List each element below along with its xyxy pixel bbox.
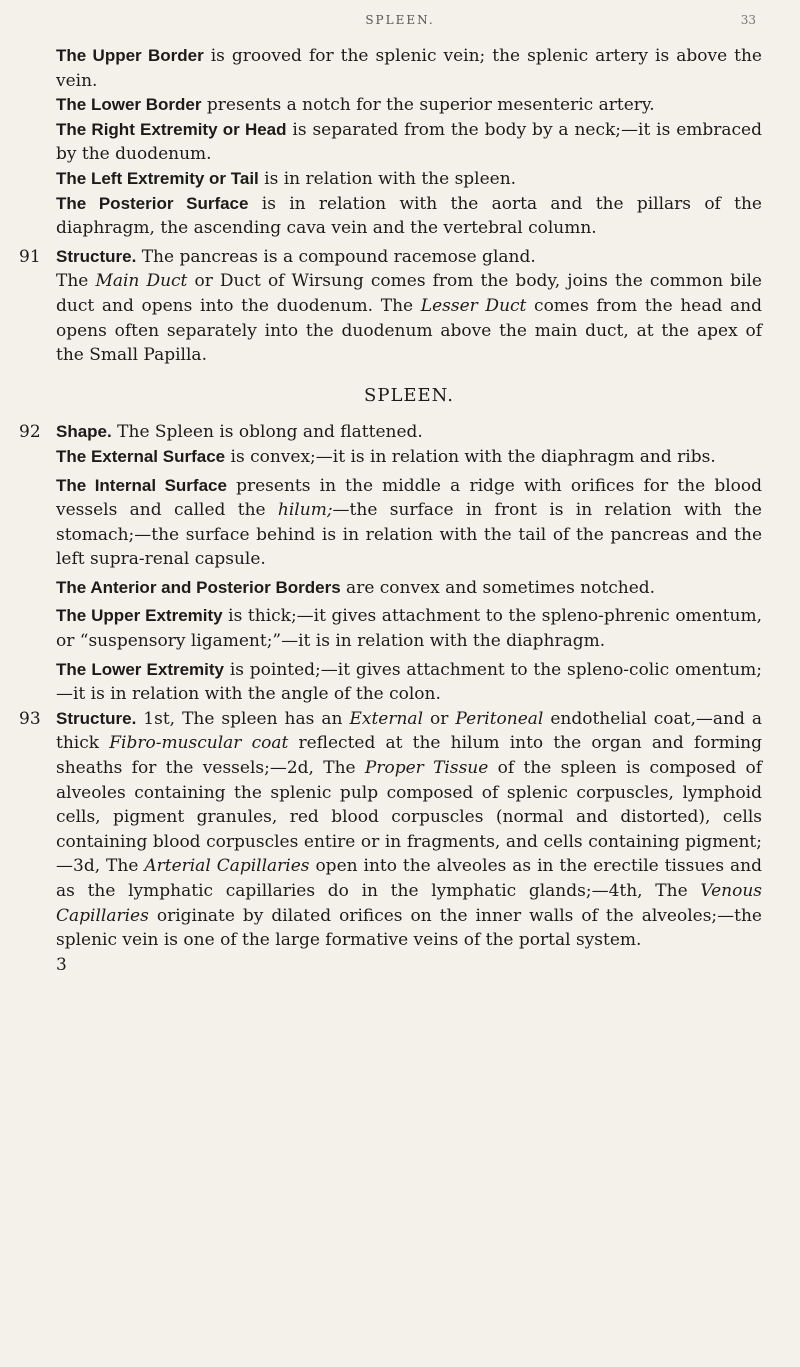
- definition: is in relation with the spleen.: [258, 168, 517, 189]
- running-title: SPLEEN.: [365, 13, 435, 27]
- definition: is convex;—it is in relation with the diaphragm and ribs.: [225, 446, 716, 467]
- text: open into the alveoles as in the erectile tissues and as the lymphatic capillaries do in the lymphatic glands;—4th, The: [56, 856, 762, 901]
- italic-term: External: [349, 708, 424, 729]
- text: or: [423, 708, 456, 729]
- term: The External Surface: [56, 446, 226, 466]
- text: comes from the head and opens often separately into the duodenum above the main duct, at the apex of the Small Papilla.: [56, 295, 762, 366]
- term: The Lower Extremity: [56, 659, 225, 679]
- term: Shape.: [56, 422, 112, 442]
- text: endothelial coat,—and a thick: [56, 708, 762, 754]
- term: The Internal Surface: [56, 475, 227, 495]
- italic-term: Arterial Capillaries: [144, 856, 310, 877]
- pancreas-tail: [56, 167, 762, 192]
- italic-term: Proper Tissue: [364, 758, 489, 779]
- term: The Left Extremity or Tail: [56, 168, 259, 188]
- text: originate by dilated orifices on the inner walls of the alveoles;—the splenic vein is one of the large formative veins of the portal system.: [56, 905, 762, 951]
- definition: is separated from the body by a neck;—it is embraced by the duodenum.: [56, 119, 762, 165]
- text: 1st, The spleen has an: [136, 708, 350, 729]
- term: The Right Extremity or Head: [56, 119, 287, 139]
- italic-term: hilum;: [277, 500, 333, 521]
- paragraph-93-text: [56, 707, 762, 953]
- term: Structure.: [56, 708, 137, 728]
- signature-mark: 3: [56, 954, 67, 975]
- definition: is thick;—it gives attachment to the spleno-phrenic omentum, or “suspensory ligament;”—it is in relation with the diaphragm.: [56, 606, 762, 652]
- text: of the spleen is composed of alveoles containing the splenic pulp composed of splenic corpuscles, lymphoid cells, pigment granules, red blood corpuscles (normal and distorted), cells containing blood corpuscles entire or in fragments, and cells containing pigment;—3d, The: [56, 758, 762, 877]
- pancreas-lower-border: [56, 93, 762, 118]
- term: The Upper Extremity: [56, 606, 223, 626]
- term: The Anterior and Posterior Borders: [56, 577, 341, 597]
- term: Structure.: [56, 246, 137, 266]
- paragraph-number: 91: [19, 246, 41, 267]
- definition: —the surface in front is in relation with the stomach;—the surface behind is in relation with the tail of the pancreas and the left supra-renal capsule.: [56, 500, 762, 570]
- page-number: 33: [740, 13, 756, 27]
- definition: are convex and sometimes notched.: [340, 577, 656, 598]
- definition: presents in the middle a ridge with orifices for the blood vessels and called the: [56, 475, 763, 521]
- paragraph-number: 92: [19, 422, 41, 443]
- text: reflected at the hilum into the organ and forming sheaths for the vessels;—2d, The: [56, 733, 763, 779]
- term: The Upper Border: [56, 46, 204, 65]
- paragraph-91: [19, 245, 762, 368]
- paragraph-91-ducts: [56, 269, 762, 367]
- definition: presents a notch for the superior mesenteric artery.: [201, 95, 655, 116]
- italic-term: Peritoneal: [455, 708, 544, 729]
- italic-term: Main Duct: [95, 271, 188, 292]
- paragraph-92: [19, 420, 763, 707]
- spleen-external-surface: [56, 445, 762, 470]
- body-text: [19, 44, 763, 977]
- text: or Duct of Wirsung comes from the body, joins the common bile duct and opens into the duodenum.: [56, 271, 762, 316]
- text: The: [373, 295, 421, 316]
- definition: is grooved for the splenic vein; the splenic artery is above the vein.: [56, 46, 762, 91]
- running-header: [0, 13, 800, 31]
- italic-term: Lesser Duct: [420, 295, 527, 316]
- text: The: [56, 271, 96, 292]
- spleen-borders: [56, 576, 762, 601]
- text: The Spleen is oblong and flattened.: [111, 422, 423, 443]
- paragraph-92-text: [56, 420, 762, 445]
- spleen-internal-surface: [56, 474, 762, 572]
- paragraph-number: 93: [19, 708, 41, 729]
- italic-term: Fibro-muscular coat: [109, 733, 289, 754]
- pancreas-posterior-surface: [56, 192, 762, 241]
- paragraph-93: [19, 707, 763, 953]
- paragraph-91-text: [56, 245, 762, 270]
- pancreas-head: [56, 118, 762, 167]
- italic-term: Venous Capillaries: [56, 881, 762, 926]
- spleen-lower-extremity: [56, 658, 762, 707]
- pancreas-upper-border: [56, 44, 762, 93]
- section-heading: SPLEEN.: [364, 384, 454, 406]
- spleen-upper-extremity: [56, 604, 762, 653]
- term: The Posterior Surface: [56, 193, 249, 213]
- definition: is in relation with the aorta and the pillars of the diaphragm, the ascending cava vein and the vertebral column.: [56, 193, 762, 239]
- text: The pancreas is a compound racemose gland.: [136, 246, 536, 267]
- definition: is pointed;—it gives attachment to the spleno-colic omentum;—it is in relation with the angle of the colon.: [56, 659, 762, 705]
- term: The Lower Border: [56, 95, 202, 115]
